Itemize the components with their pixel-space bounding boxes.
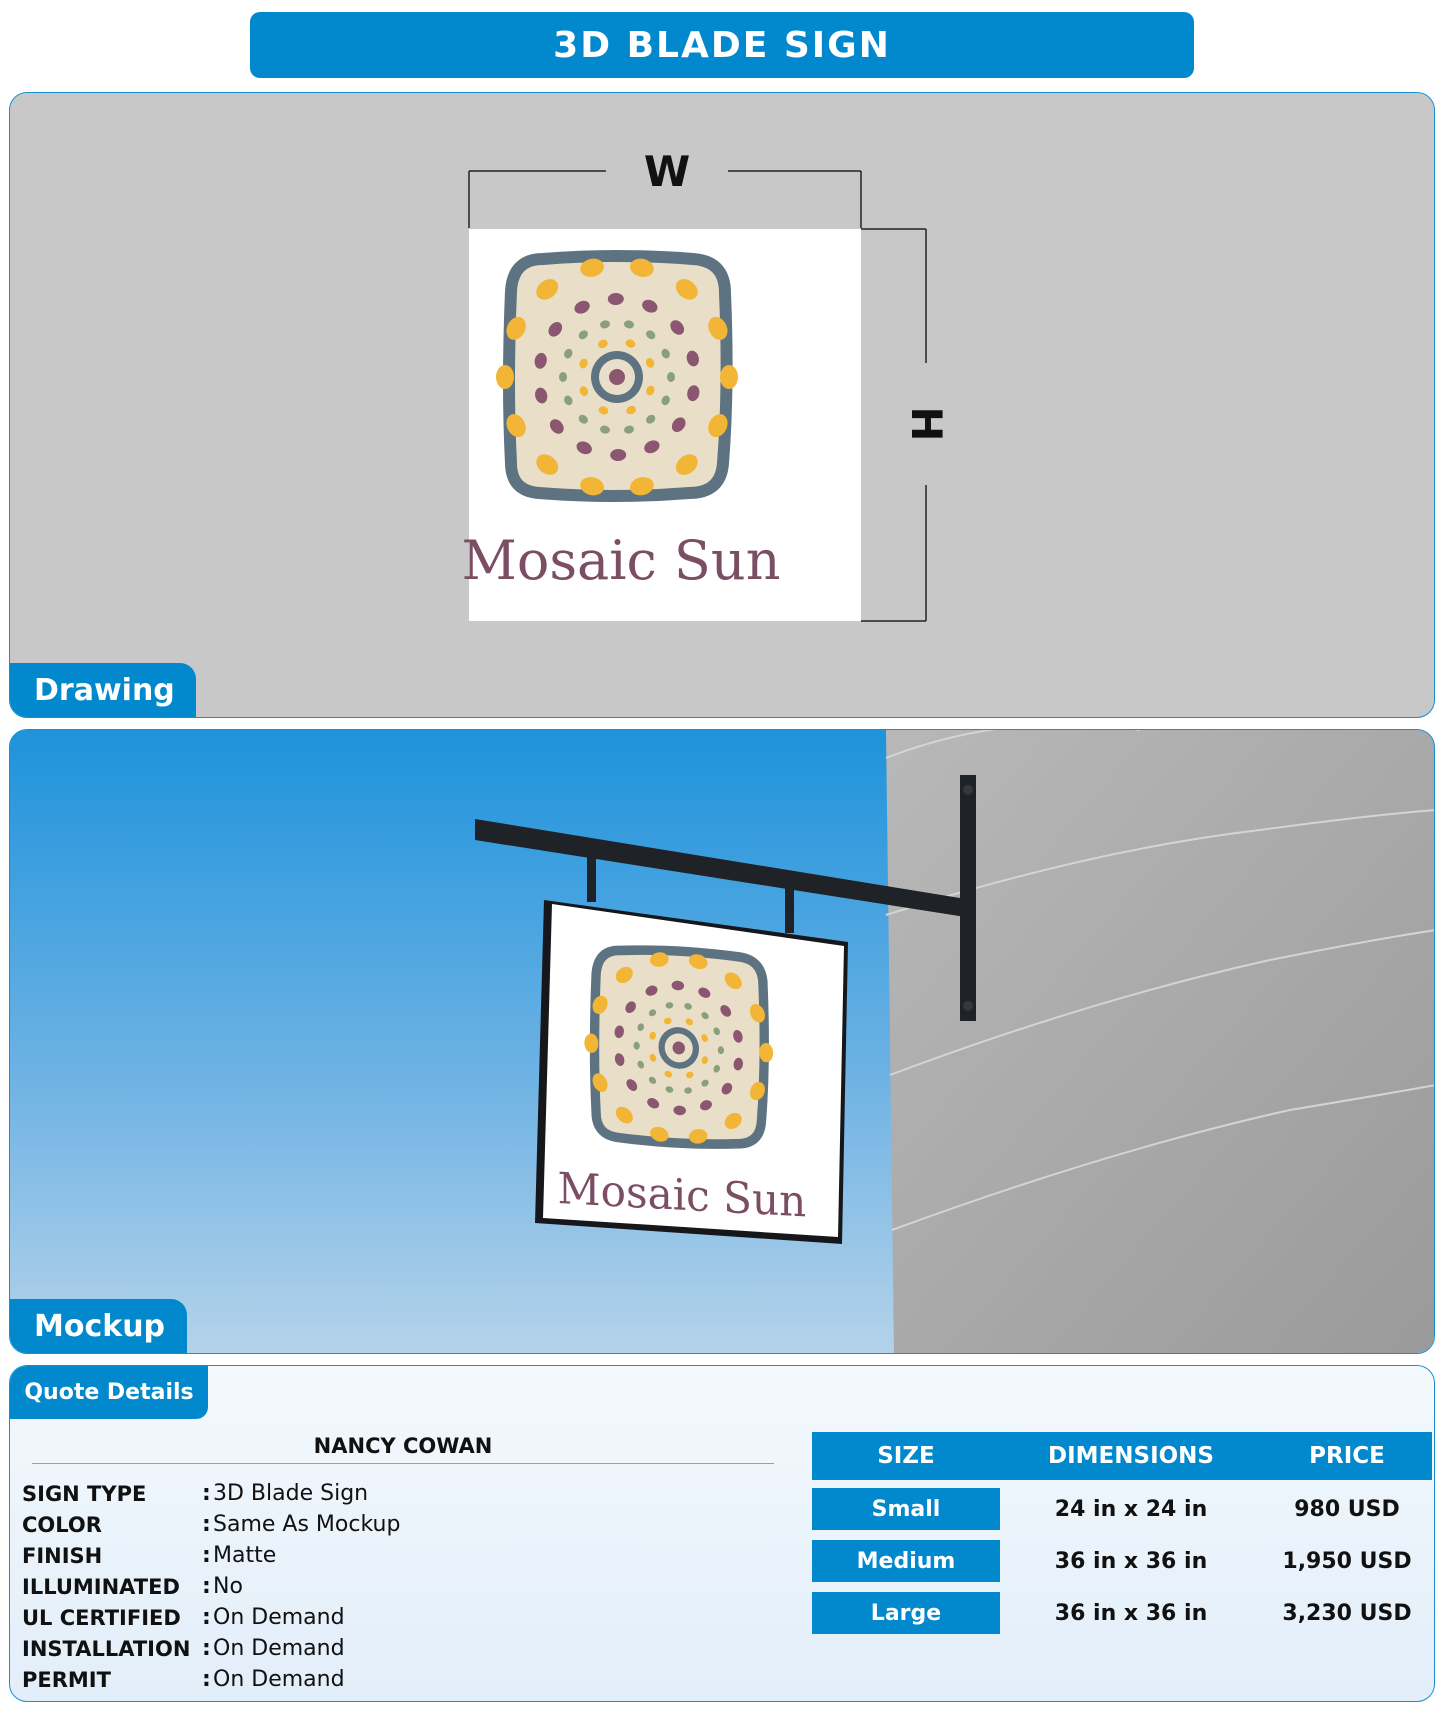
spec-label: UL CERTIFIED: [22, 1605, 181, 1630]
spec-row: [22, 1478, 400, 1509]
price-row-medium: [812, 1540, 1432, 1582]
spec-label: SIGN TYPE: [22, 1481, 147, 1506]
spec-colon: :: [202, 1636, 211, 1661]
dimensions-cell: 36 in x 36 in: [1054, 1548, 1208, 1574]
logo-petal: [720, 365, 738, 389]
spec-value: Matte: [213, 1543, 277, 1568]
dimensions-cell: 24 in x 24 in: [1054, 1496, 1208, 1522]
dimension-drawing: [10, 93, 1435, 718]
size-cell: Medium: [812, 1540, 1000, 1582]
size-cell: Small: [812, 1488, 1000, 1530]
spec-row: [22, 1540, 400, 1571]
price-cell: 1,950 USD: [1282, 1548, 1412, 1574]
width-label: W: [643, 147, 691, 196]
logo-petal: [496, 365, 514, 389]
quote-details-tab: Quote Details: [10, 1366, 208, 1419]
bracket-plate: [960, 775, 976, 1021]
price-row-small: [812, 1488, 1432, 1530]
spec-value: On Demand: [213, 1667, 345, 1692]
drawing-tab: Drawing: [10, 663, 196, 717]
spec-table: [22, 1478, 400, 1695]
spec-label: ILLUMINATED: [22, 1574, 180, 1599]
spec-label: COLOR: [22, 1512, 102, 1537]
spec-value: Same As Mockup: [213, 1512, 401, 1537]
spec-row: [22, 1633, 400, 1664]
price-header: PRICE: [1309, 1443, 1385, 1469]
mockup-tab: Mockup: [10, 1299, 187, 1353]
mockup-scene: [10, 730, 1435, 1354]
logo-petal: [667, 372, 675, 382]
spec-label: FINISH: [22, 1543, 103, 1568]
height-label: H: [902, 406, 951, 442]
logo-text: Mosaic Sun: [461, 529, 781, 592]
spec-label: INSTALLATION: [22, 1636, 191, 1661]
spec-colon: :: [202, 1543, 211, 1568]
spec-colon: :: [202, 1667, 211, 1692]
spec-value: On Demand: [213, 1605, 345, 1630]
price-row-large: [812, 1592, 1432, 1634]
hanger-right: [785, 883, 794, 933]
drawing-panel: [9, 92, 1435, 718]
size-cell: Large: [812, 1592, 1000, 1634]
quote-details-panel: [9, 1365, 1435, 1702]
spec-row: [22, 1664, 400, 1695]
size-header: SIZE: [877, 1443, 935, 1469]
spec-row: [22, 1571, 400, 1602]
price-table-header: [812, 1432, 1432, 1480]
hanger-left: [587, 852, 596, 902]
price-cell: 980 USD: [1294, 1496, 1400, 1522]
price-cell: 3,230 USD: [1282, 1600, 1412, 1626]
spec-row: [22, 1509, 400, 1540]
spec-colon: :: [202, 1605, 211, 1630]
spec-label: PERMIT: [22, 1667, 111, 1692]
customer-name: NANCY COWAN: [32, 1434, 774, 1464]
spec-colon: :: [202, 1481, 211, 1506]
spec-value: 3D Blade Sign: [213, 1481, 369, 1506]
spec-colon: :: [202, 1574, 211, 1599]
dimensions-cell: 36 in x 36 in: [1054, 1600, 1208, 1626]
spec-value: No: [213, 1574, 243, 1599]
logo-petal: [559, 372, 567, 382]
page-title: 3D BLADE SIGN: [250, 12, 1194, 78]
spec-colon: :: [202, 1512, 211, 1537]
spec-row: [22, 1602, 400, 1633]
spec-value: On Demand: [213, 1636, 345, 1661]
mockup-panel: [9, 729, 1435, 1354]
logo-text-mockup: Mosaic Sun: [557, 1163, 807, 1228]
dimensions-header: DIMENSIONS: [1048, 1443, 1214, 1469]
sun-icon: [591, 351, 643, 403]
